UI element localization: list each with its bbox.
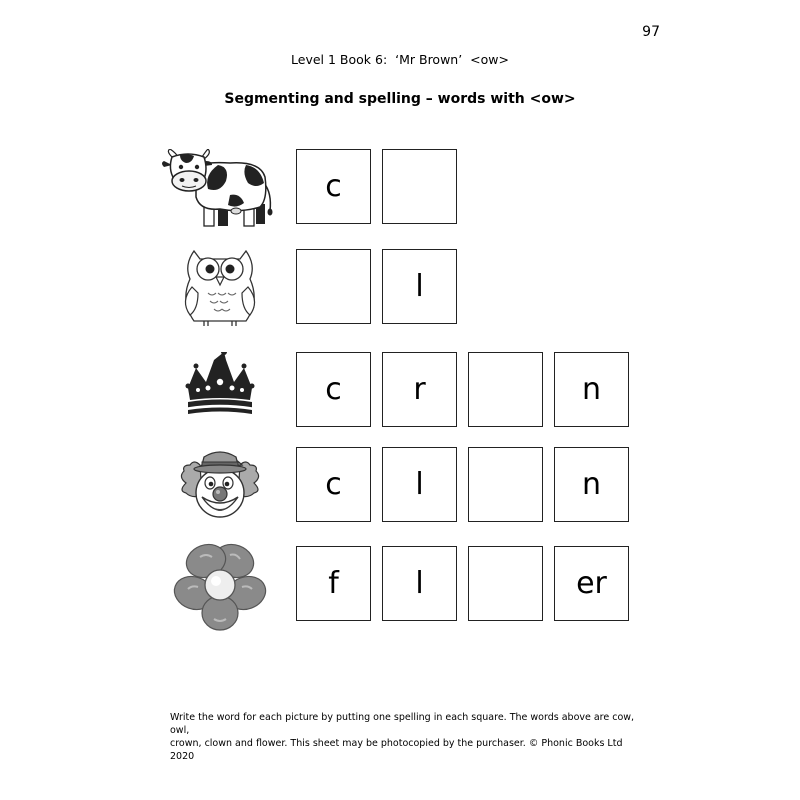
clown-icon	[160, 447, 280, 527]
letter-box[interactable]	[382, 149, 457, 224]
word-row-clown	[0, 447, 800, 527]
crown-icon	[160, 352, 280, 432]
letter-box[interactable]: l	[382, 447, 457, 522]
letter-box[interactable]	[468, 352, 543, 427]
letter-box[interactable]: r	[382, 352, 457, 427]
flower-icon	[160, 543, 280, 633]
word-row-owl	[0, 249, 800, 329]
letter-box[interactable]	[296, 249, 371, 324]
letter-box[interactable]	[468, 546, 543, 621]
owl-icon	[160, 249, 280, 329]
footer-line: Write the word for each picture by putting one spelling in each square. The words above are cow, owl,	[170, 712, 635, 736]
letter-box[interactable]	[468, 447, 543, 522]
page-header: Level 1 Book 6: ‘Mr Brown’ <ow>	[291, 52, 509, 67]
page-number: 97	[642, 24, 660, 40]
letter-box[interactable]: f	[296, 546, 371, 621]
letter-box[interactable]: n	[554, 447, 629, 522]
word-row-cow	[0, 149, 800, 229]
page-title: Segmenting and spelling – words with <ow>	[224, 91, 576, 107]
instructions-footer	[170, 711, 640, 763]
letter-box[interactable]: er	[554, 546, 629, 621]
footer-line: crown, clown and flower. This sheet may be photocopied by the purchaser. © Phonic Books Ltd 2020	[170, 738, 623, 762]
letter-box[interactable]: l	[382, 546, 457, 621]
word-row-flower	[0, 546, 800, 626]
word-row-crown	[0, 352, 800, 432]
letter-box[interactable]: c	[296, 149, 371, 224]
cow-icon	[160, 149, 280, 229]
letter-box[interactable]: c	[296, 447, 371, 522]
letter-box[interactable]: l	[382, 249, 457, 324]
letter-box[interactable]: n	[554, 352, 629, 427]
letter-box[interactable]: c	[296, 352, 371, 427]
